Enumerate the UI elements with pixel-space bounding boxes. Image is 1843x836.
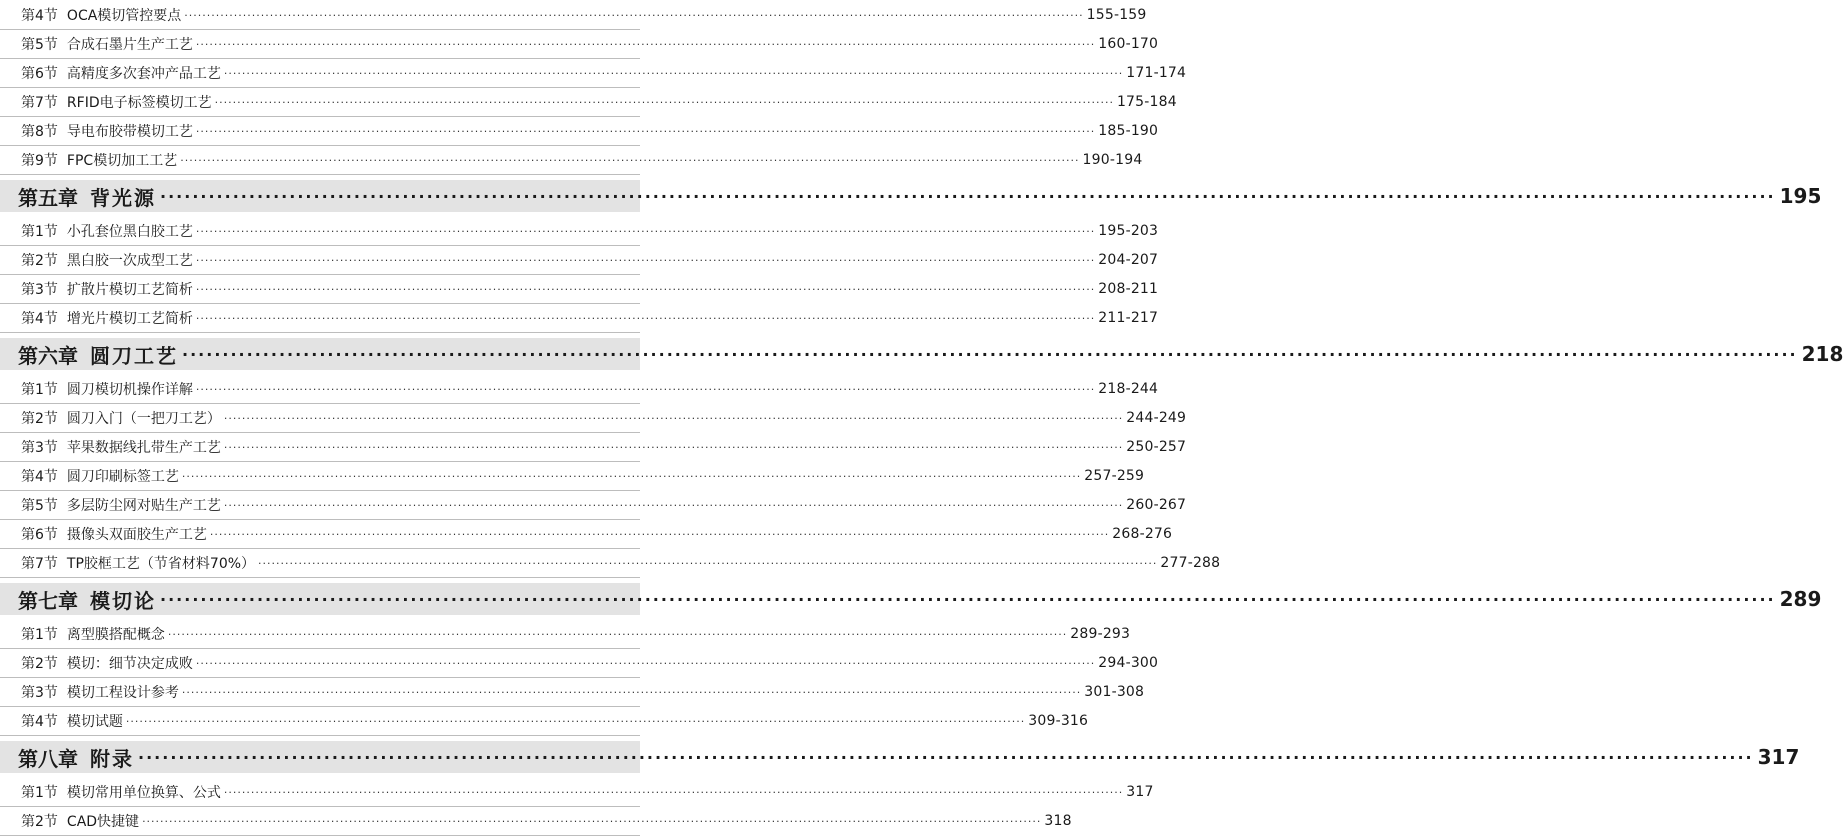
section-title: TP胶框工艺（节省材料70%） [66, 556, 256, 572]
section-number: 第6节 [21, 66, 58, 82]
leader-dots: ········································································································································································································ [209, 527, 1110, 541]
section-title: FPC模切加工工艺 [66, 153, 178, 169]
chapter-heading[interactable] [0, 583, 1822, 615]
section-number: 第8节 [21, 124, 58, 140]
leader-dots: ········································································································································································································ [182, 344, 1798, 364]
leader-dots: ········································································································································································································ [195, 253, 1096, 267]
page-number: 195 [1779, 184, 1822, 208]
section-title: 圆刀模切机操作详解 [66, 382, 193, 398]
section-number: 第4节 [21, 8, 58, 24]
section-entry[interactable] [0, 117, 1159, 146]
section-entry[interactable] [0, 275, 1159, 304]
leader-dots: ········································································································································································································ [167, 627, 1068, 641]
leader-dots: ········································································································································································································ [138, 747, 1754, 767]
section-number: 第3节 [21, 685, 58, 701]
section-entry[interactable] [0, 649, 1159, 678]
section-number: 第2节 [21, 656, 58, 672]
section-number: 第5节 [21, 498, 58, 514]
section-entry[interactable] [0, 491, 1187, 520]
page-number: 244-249 [1126, 410, 1187, 426]
section-entry[interactable] [0, 707, 1089, 736]
section-entry[interactable] [0, 59, 1187, 88]
leader-dots: ········································································································································································································ [223, 498, 1124, 512]
chapter-title: 模切论 [90, 588, 156, 613]
section-title: 高精度多次套冲产品工艺 [66, 66, 221, 82]
page-number: 160-170 [1098, 36, 1159, 52]
page-number: 195-203 [1098, 223, 1159, 239]
section-title: 苹果数据线扎带生产工艺 [66, 440, 221, 456]
section-title: 多层防尘网对贴生产工艺 [66, 498, 221, 514]
section-number: 第7节 [21, 95, 58, 111]
section-title: CAD快捷键 [66, 814, 140, 830]
section-number: 第6节 [21, 527, 58, 543]
section-entry[interactable] [0, 404, 1187, 433]
page-number: 317 [1757, 745, 1800, 769]
leader-dots: ········································································································································································································ [195, 37, 1096, 51]
section-title: 离型膜搭配概念 [66, 627, 165, 643]
chapter-heading[interactable] [0, 741, 1800, 773]
section-title: 小孔套位黑白胶工艺 [66, 224, 193, 240]
page-number: 309-316 [1028, 713, 1089, 729]
page-number: 185-190 [1098, 123, 1159, 139]
section-entry[interactable] [0, 620, 1131, 649]
page-number: 294-300 [1098, 655, 1159, 671]
leader-dots: ········································································································································································································ [195, 282, 1096, 296]
page-number: 250-257 [1126, 439, 1187, 455]
section-entry[interactable] [0, 433, 1187, 462]
section-number: 第3节 [21, 440, 58, 456]
page-number: 289-293 [1070, 626, 1131, 642]
section-entry[interactable] [0, 678, 1145, 707]
section-number: 第1节 [21, 785, 58, 801]
page-number: 175-184 [1116, 94, 1177, 110]
page-number: 208-211 [1098, 281, 1159, 297]
section-number: 第4节 [21, 714, 58, 730]
section-number: 第2节 [21, 814, 58, 830]
leader-dots: ········································································································································································································ [195, 224, 1096, 238]
page-number: 318 [1044, 813, 1072, 829]
page-number: 218 [1801, 342, 1843, 366]
leader-dots: ········································································································································································································ [184, 8, 1084, 22]
section-number: 第1节 [21, 224, 58, 240]
leader-dots: ········································································································································································································ [195, 311, 1096, 325]
leader-dots: ········································································································································································································ [181, 469, 1082, 483]
section-number: 第3节 [21, 282, 58, 298]
leader-dots: ········································································································································································································ [181, 685, 1082, 699]
page-number: 218-244 [1098, 381, 1159, 397]
section-title: 合成石墨片生产工艺 [66, 37, 193, 53]
section-title: 圆刀入门（一把刀工艺） [66, 411, 221, 427]
section-number: 第5节 [21, 37, 58, 53]
section-title: 模切常用单位换算、公式 [66, 785, 221, 801]
section-entry[interactable] [0, 146, 1143, 175]
section-number: 第2节 [21, 253, 58, 269]
section-title: 模切工程设计参考 [66, 685, 179, 701]
section-entry[interactable] [0, 462, 1145, 491]
section-number: 第1节 [21, 627, 58, 643]
section-title: 导电布胶带模切工艺 [66, 124, 193, 140]
leader-dots: ········································································································································································································ [125, 714, 1026, 728]
section-title: 圆刀印刷标签工艺 [66, 469, 179, 485]
section-entry[interactable] [0, 217, 1159, 246]
leader-dots: ········································································································································································································ [258, 556, 1158, 570]
section-title: 黑白胶一次成型工艺 [66, 253, 193, 269]
chapter-number: 第六章 [18, 343, 78, 368]
section-number: 第4节 [21, 311, 58, 327]
section-entry[interactable] [0, 30, 1159, 59]
section-entry[interactable] [0, 304, 1159, 333]
page-number: 257-259 [1084, 468, 1145, 484]
section-number: 第4节 [21, 469, 58, 485]
page-number: 268-276 [1112, 526, 1173, 542]
page-number: 301-308 [1084, 684, 1145, 700]
chapter-heading[interactable] [0, 338, 1843, 370]
section-title: 模切试题 [66, 714, 123, 730]
page-number: 190-194 [1082, 152, 1143, 168]
chapter-title: 背光源 [90, 185, 156, 210]
leader-dots: ········································································································································································································ [195, 124, 1096, 138]
chapter-number: 第五章 [18, 185, 78, 210]
page-number: 204-207 [1098, 252, 1159, 268]
section-title: 模切：细节决定成败 [66, 656, 193, 672]
leader-dots: ········································································································································································································ [223, 411, 1124, 425]
section-title: 扩散片模切工艺简析 [66, 282, 193, 298]
leader-dots: ········································································································································································································ [195, 656, 1096, 670]
page-number: 277-288 [1160, 555, 1221, 571]
section-entry[interactable] [0, 1, 1147, 30]
leader-dots: ········································································································································································································ [223, 785, 1124, 799]
chapter-heading[interactable] [0, 180, 1822, 212]
section-number: 第9节 [21, 153, 58, 169]
section-entry[interactable] [0, 246, 1159, 275]
section-number: 第7节 [21, 556, 58, 572]
section-title: 增光片模切工艺简析 [66, 311, 193, 327]
section-number: 第1节 [21, 382, 58, 398]
leader-dots: ········································································································································································································ [223, 66, 1124, 80]
section-entry[interactable] [0, 520, 1173, 549]
section-entry[interactable] [0, 549, 1221, 578]
chapter-title: 附录 [90, 746, 134, 771]
section-entry[interactable] [0, 375, 1159, 404]
chapter-number: 第七章 [18, 588, 78, 613]
leader-dots: ········································································································································································································ [195, 382, 1096, 396]
section-entry[interactable] [0, 778, 1154, 807]
page-number: 289 [1779, 587, 1822, 611]
section-entry[interactable] [0, 88, 1177, 117]
section-title: 摄像头双面胶生产工艺 [66, 527, 207, 543]
leader-dots: ········································································································································································································ [214, 95, 1114, 109]
section-entry[interactable] [0, 807, 1072, 836]
section-title: OCA模切管控要点 [66, 8, 182, 24]
chapter-title: 圆刀工艺 [90, 343, 178, 368]
leader-dots: ········································································································································································································ [142, 814, 1042, 828]
leader-dots: ········································································································································································································ [180, 153, 1080, 167]
page-number: 155-159 [1086, 7, 1147, 23]
chapter-number: 第八章 [18, 746, 78, 771]
leader-dots: ········································································································································································································ [160, 186, 1776, 206]
leader-dots: ········································································································································································································ [160, 589, 1776, 609]
section-title: RFID电子标签模切工艺 [66, 95, 212, 111]
page-number: 317 [1126, 784, 1154, 800]
page-number: 211-217 [1098, 310, 1159, 326]
leader-dots: ········································································································································································································ [223, 440, 1124, 454]
section-number: 第2节 [21, 411, 58, 427]
page-number: 260-267 [1126, 497, 1187, 513]
page-number: 171-174 [1126, 65, 1187, 81]
